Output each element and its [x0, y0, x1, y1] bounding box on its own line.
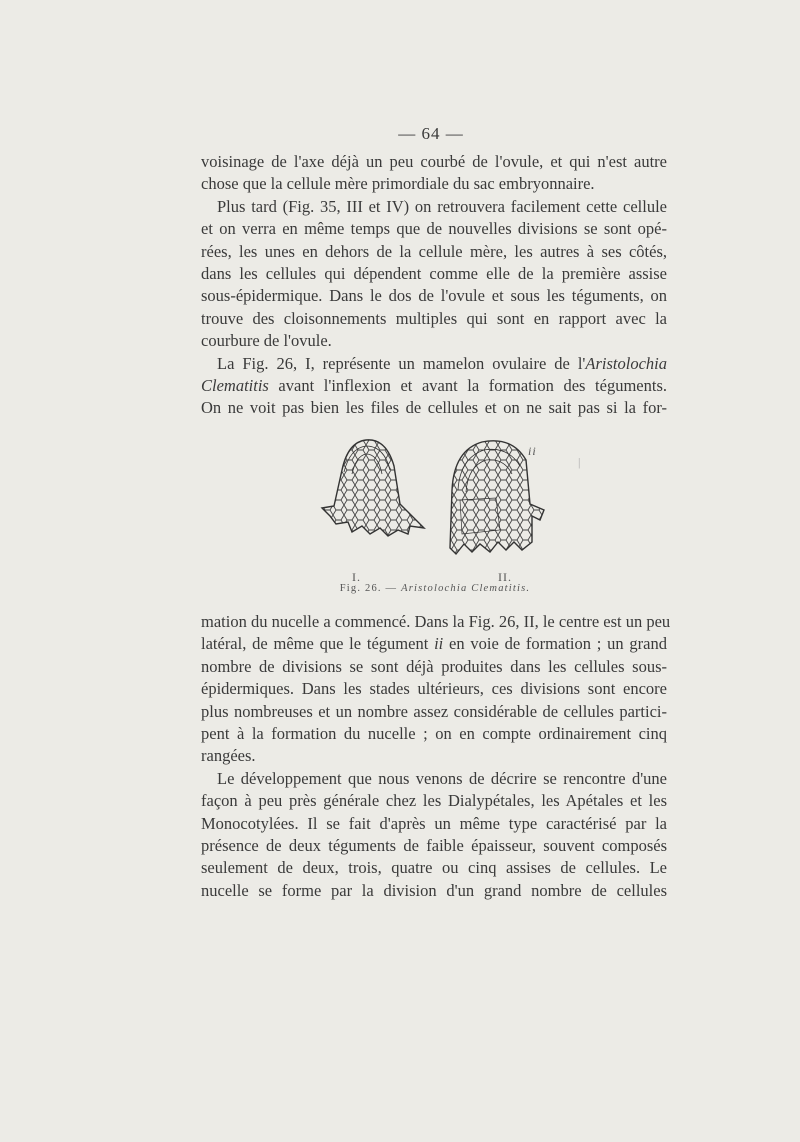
text-line: chose que la cellule mère primordiale du sac embryonnaire. [201, 174, 595, 194]
paragraph-4 [201, 611, 671, 768]
text-line: trouve des cloisonnements multiples qui sont en rapport avec la [201, 308, 667, 328]
text-line: seulement de deux, trois, quatre ou cinq assises de cellules. Le [201, 858, 667, 878]
text-line: courbure de l'ovule. [201, 331, 332, 351]
integument-annotation: ii [528, 444, 537, 458]
species-name: Clematitis [201, 376, 269, 396]
text-line: dans les cellules qui dépendent comme elle de la première assise [201, 264, 667, 284]
text-block-top [201, 151, 667, 420]
page-number: — 64 — [398, 124, 464, 143]
text-line [201, 375, 667, 397]
text-line: rées, les unes en dehors de la cellule mère, les autres à ses côtés, [201, 241, 667, 261]
text-line: voisinage de l'axe déjà un peu courbé de l'ovule, et qui n'est autre [201, 152, 667, 171]
text-line [201, 633, 667, 655]
paragraph-2 [201, 196, 667, 353]
species-name: Aristolochia [585, 353, 667, 373]
text-line: mation du nucelle a commencé. Dans la Fig. 26, II, le centre est un peu [201, 612, 671, 631]
integument-ref: ii [434, 634, 444, 654]
text-line: pent à la formation du nucelle ; on en compte ordinairement cinq [201, 724, 667, 744]
text-line: présence de deux téguments de faible épaisseur, souvent composés [201, 836, 667, 856]
paragraph-5 [201, 768, 667, 902]
paragraph-3 [201, 353, 667, 420]
stray-mark: | [578, 455, 581, 469]
figure-i-drawing [322, 440, 424, 536]
text-run: La Fig. 26, I, représente un mamelon ovulaire de l' [217, 353, 586, 373]
paragraph-1 [201, 151, 667, 196]
cell-drawings [300, 430, 600, 605]
text-line: sous-épidermique. Dans le dos de l'ovule et sous les téguments, on [201, 286, 667, 306]
text-block-bottom [201, 611, 671, 902]
text-line: épidermiques. Dans les stades ultérieurs, ces divisions sont encore [201, 679, 667, 699]
figure-caption [0, 583, 800, 594]
figure-label-ii: II. [498, 570, 512, 584]
text-line: et on verra en même temps que de nouvelles divisions se sont opé- [201, 219, 667, 239]
text-line: Monocotylées. Il se fait d'après un même type caractérisé par la [201, 813, 667, 833]
text-line: plus nombreuses et un nombre assez considérable de cellules partici- [201, 701, 667, 721]
text-line: nombre de divisions se sont déjà produites dans les cellules sous- [201, 656, 667, 676]
text-line: rangées. [201, 746, 256, 766]
text-run: en voie de formation ; un grand [443, 634, 667, 654]
text-line: Plus tard (Fig. 35, III et IV) on retrouvera facilement cette cellule [217, 196, 667, 216]
text-run: latéral, de même que le tégument [201, 634, 435, 654]
text-line: nucelle se forme par la division d'un grand nombre de cellules [201, 880, 667, 900]
text-line: Le développement que nous venons de décrire se rencontre d'une [217, 768, 667, 788]
text-line: On ne voit pas bien les files de cellules et on ne sait pas si la for- [201, 398, 667, 418]
caption-prefix: Fig. 26. — [339, 583, 402, 594]
caption-species: Aristolochia Clematitis. [401, 583, 531, 594]
text-line: façon à peu près générale chez les Dialypétales, les Apétales et les [201, 791, 667, 811]
text-line [201, 353, 667, 375]
figure-26 [300, 430, 600, 605]
text-run: avant l'inflexion et avant la formation des téguments. [268, 376, 667, 396]
figure-label-i: I. [352, 570, 361, 584]
